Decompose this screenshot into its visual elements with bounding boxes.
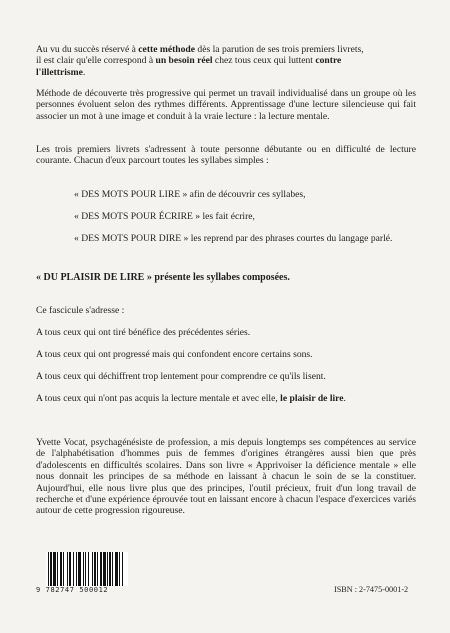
barcode-bar (119, 552, 120, 586)
emphasis-contre: contre (315, 55, 342, 67)
plaisir-heading: « DU PLAISIR DE LIRE » présente les syllabes composées. (36, 272, 290, 283)
barcode-bar (60, 552, 62, 586)
barcode-bar (88, 552, 89, 586)
barcode-bar (97, 552, 98, 586)
barcode-bar (112, 552, 113, 586)
barcode-bar (109, 552, 111, 586)
barcode-bar (115, 552, 118, 586)
barcode-bar (50, 552, 52, 586)
audience-item: A tous ceux qui déchiffrent trop lentement pour comprendre ce qu'ils lisent. (36, 371, 326, 382)
barcode-bar (78, 552, 81, 586)
method-paragraph: Méthode de découverte très progressive qui permet un travail individualisé dans un groupe où les personnes évoluent selon des rythmes différents. Apprentissage d'une lecture silencieuse qui fait associer un mot à une image et conduit à la vraie lecture : la lecture mentale. (36, 88, 416, 122)
barcode-bar (48, 552, 49, 586)
barcode-bar (67, 552, 68, 586)
emphasis-plaisir-de-lire: le plaisir de lire (280, 393, 344, 404)
barcode-bar (57, 552, 58, 586)
barcode-bar (73, 552, 74, 586)
emphasis-cette-methode: cette méthode (138, 44, 196, 55)
barcode-digits: 9 782747 500012 (36, 586, 109, 594)
barcode-bar (103, 552, 106, 586)
emphasis-besoin-reel: un besoin réel (155, 55, 213, 67)
barcode-bar (107, 552, 108, 586)
barcode-bar (122, 552, 123, 586)
audience-item-last: A tous ceux qui n'ont pas acquis la lecture mentale et avec elle, le plaisir de lire. (36, 393, 346, 404)
intro-paragraph: Au vu du succès réservé à cette méthode dès la parution de ses trois premiers livrets, il est clair qu'elle correspond à un besoin réel chez tous ceux qui luttent contre l'illettrisme. (36, 44, 364, 78)
barcode-bar (76, 552, 77, 586)
barcode-bar (83, 552, 84, 586)
livret-item-ecrire: « DES MOTS POUR ÉCRIRE » les fait écrire, (74, 211, 255, 222)
audience-item: A tous ceux qui ont progressé mais qui confondent encore certains sons. (36, 349, 313, 360)
barcode-bar (69, 552, 71, 586)
livret-item-lire: « DES MOTS POUR LIRE » afin de découvrir ces syllabes, (74, 189, 306, 200)
barcode-bar (53, 552, 56, 586)
barcode-graphic (46, 552, 128, 586)
livrets-intro-paragraph: Les trois premiers livrets s'adressent à toute personne débutante ou en difficulté de lecture courante. Chacun d'eux parcourt toutes les syllabes simples : (36, 144, 416, 167)
barcode-bar (100, 552, 102, 586)
audience-item: A tous ceux qui ont tiré bénéfice des précédentes séries. (36, 327, 251, 338)
barcode-bar (85, 552, 86, 586)
audience-intro: Ce fascicule s'adresse : (36, 305, 125, 316)
barcode-bar (94, 552, 96, 586)
barcode-bars (46, 552, 128, 586)
barcode (36, 552, 128, 596)
barcode-bar (63, 552, 64, 586)
isbn-label: ISBN : 2-7475-0001-2 (334, 585, 409, 594)
barcode-bar (92, 552, 93, 586)
livret-item-dire: « DES MOTS POUR DIRE » les reprend par des phrases courtes du langage parlé. (74, 233, 393, 244)
emphasis-illettrisme: l'illettrisme (36, 66, 83, 78)
author-bio-paragraph: Yvette Vocat, psychagénésiste de profession, a mis depuis longtemps ses compétences au service de l'alphabétisation d'hommes puis de femmes d'origines étrangères aussi bien que près d'adolescents en difficultés scolaires. Dans son livre « Apprivoiser la déficience mentale » elle nous donnait les principes de sa méthode en laissant à chacun le soin de se la constituer. Aujourd'hui, elle nous livre plus que des principes, l'outil précieux, fruit d'un long travail de recherche et d'une expérience éprouvée tout en laissant encore à chacun l'espace d'exercices variés autour de cette progression rigoureuse. (36, 437, 416, 517)
